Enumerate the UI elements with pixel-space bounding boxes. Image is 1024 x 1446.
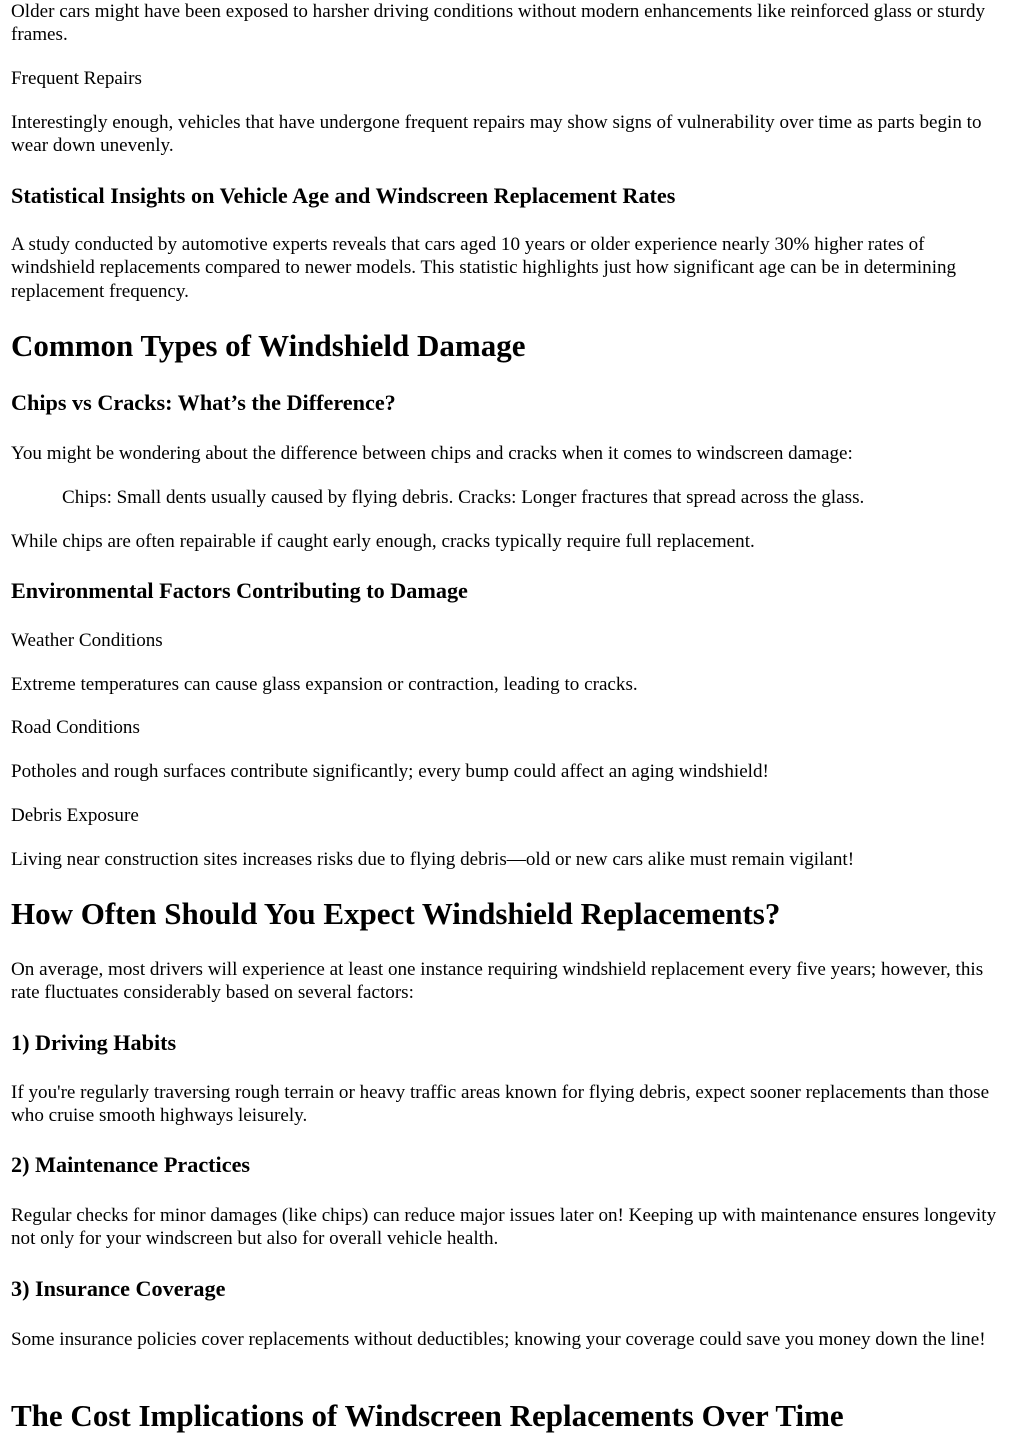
driving-habits-paragraph: If you're regularly traversing rough terrain or heavy traffic areas known for flying debris, expect sooner replacements than those who cruise smooth highways leisurely.	[11, 1082, 990, 1127]
replacement-frequency-heading: How Often Should You Expect Windshield Replacements?	[11, 896, 781, 931]
weather-conditions-label: Weather Conditions	[11, 630, 163, 651]
chips-cracks-list: Chips: Small dents usually caused by flying debris. Cracks: Longer fractures that spread across the glass.	[62, 487, 865, 508]
chips-vs-cracks-heading: Chips vs Cracks: What’s the Difference?	[11, 390, 396, 415]
debris-exposure-label: Debris Exposure	[11, 805, 139, 826]
driving-habits-heading: 1) Driving Habits	[11, 1030, 177, 1055]
weather-conditions-paragraph: Extreme temperatures can cause glass expansion or contraction, leading to cracks.	[11, 674, 638, 695]
replacement-frequency-intro: On average, most drivers will experience at least one instance requiring windshield replacement every five years; however, this rate fluctuates considerably based on several factors:	[11, 959, 984, 1004]
debris-exposure-paragraph: Living near construction sites increases risks due to flying debris—old or new cars alike must remain vigilant!	[11, 849, 855, 870]
insurance-coverage-heading: 3) Insurance Coverage	[11, 1276, 226, 1301]
damage-types-heading: Common Types of Windshield Damage	[11, 328, 526, 363]
insurance-coverage-paragraph: Some insurance policies cover replacements without deductibles; knowing your coverage could save you money down the line!	[11, 1329, 986, 1350]
road-conditions-paragraph: Potholes and rough surfaces contribute significantly; every bump could affect an aging windshield!	[11, 761, 769, 782]
frequent-repairs-paragraph: Interestingly enough, vehicles that have undergone frequent repairs may show signs of vulnerability over time as parts begin to wear down unevenly.	[11, 112, 982, 157]
cost-implications-heading: The Cost Implications of Windscreen Replacements Over Time	[11, 1398, 844, 1433]
chips-outro-paragraph: While chips are often repairable if caught early enough, cracks typically require full replacement.	[11, 531, 755, 552]
maintenance-practices-heading: 2) Maintenance Practices	[11, 1152, 251, 1177]
environmental-factors-heading: Environmental Factors Contributing to Damage	[11, 578, 468, 603]
chips-intro-paragraph: You might be wondering about the difference between chips and cracks when it comes to windscreen damage:	[11, 443, 853, 464]
statistics-paragraph: A study conducted by automotive experts reveals that cars aged 10 years or older experience nearly 30% higher rates of windshield replacements compared to newer models. This statistic highlights just how significant age can be in determining replacement frequency.	[11, 234, 957, 302]
older-cars-paragraph: Older cars might have been exposed to harsher driving conditions without modern enhancements like reinforced glass or sturdy frames.	[11, 1, 986, 46]
road-conditions-label: Road Conditions	[11, 717, 140, 738]
statistics-heading: Statistical Insights on Vehicle Age and Windscreen Replacement Rates	[11, 183, 676, 208]
maintenance-practices-paragraph: Regular checks for minor damages (like chips) can reduce major issues later on! Keeping up with maintenance ensures longevity not only for your windscreen but also for overall vehicle health.	[11, 1205, 997, 1250]
frequent-repairs-label: Frequent Repairs	[11, 68, 142, 89]
